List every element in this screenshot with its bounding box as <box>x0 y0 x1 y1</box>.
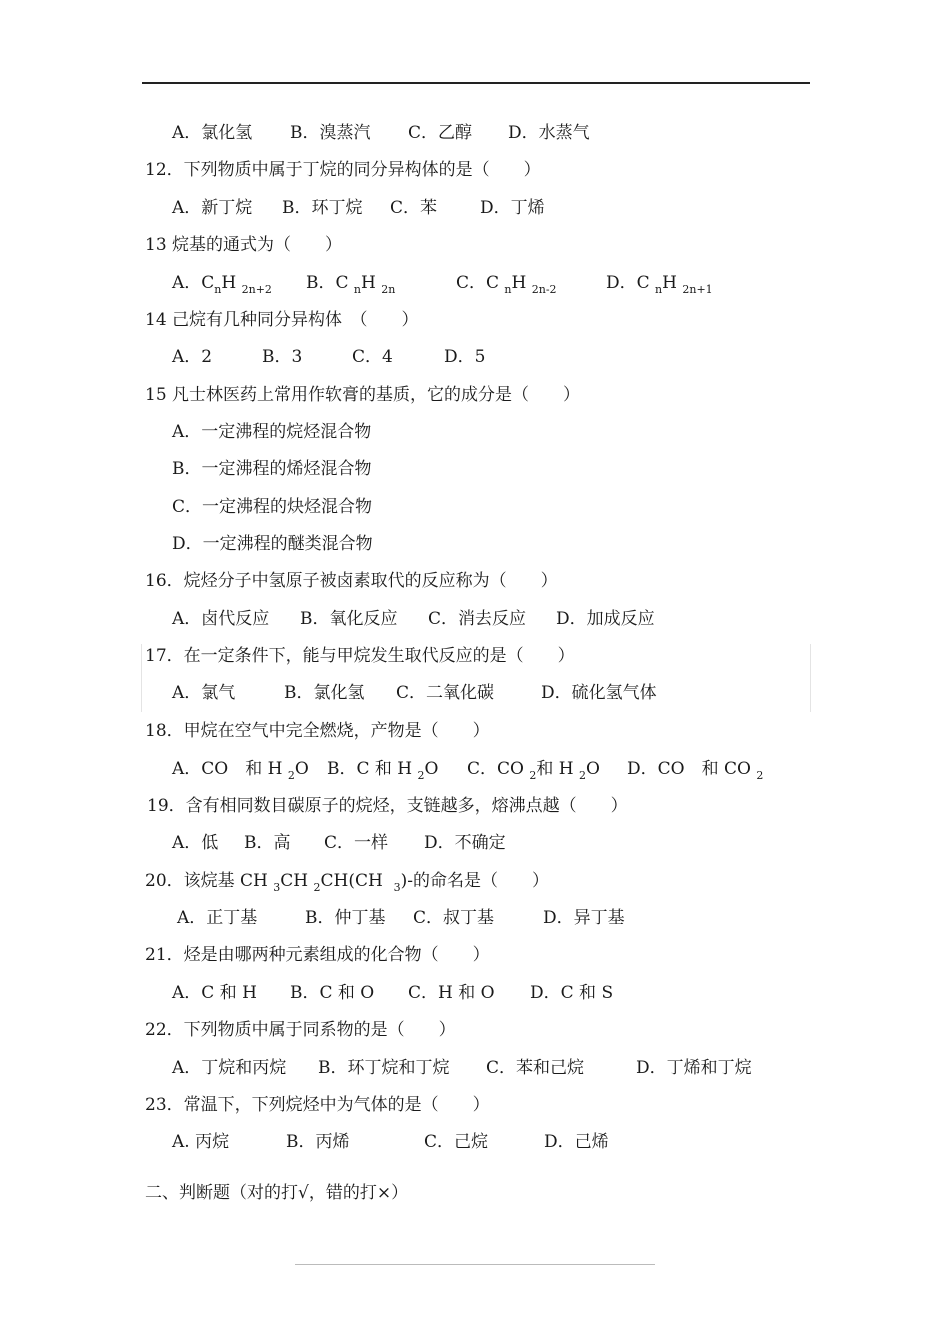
q23-stem: 23．常温下，下列烷烃中为气体的是（ ） <box>145 1095 490 1115</box>
q12-options <box>172 197 545 219</box>
q23-option-b: B．丙烯 <box>286 1132 350 1152</box>
q13-options <box>172 272 713 294</box>
q20-stem: 20．该烷基 CH $_3$CH $_2$CH(CH $_3$)-的命名是（ ） <box>145 871 550 894</box>
q22-option-b: B．环丁烷和丁烷 <box>318 1058 450 1078</box>
q22-option-c: C．苯和己烷 <box>486 1058 585 1078</box>
q13-stem: 13 烷基的通式为（ ） <box>145 235 343 255</box>
q21-option-b: B．C 和 O <box>290 983 375 1003</box>
q16-option-c: C．消去反应 <box>428 609 527 629</box>
q18-option-a: A．CO 和 H $_2$O <box>172 759 309 782</box>
q20-option-b: B．仲丁基 <box>305 908 386 928</box>
q17-option-d: D．硫化氢气体 <box>541 683 657 703</box>
q21-stem: 21．烃是由哪两种元素组成的化合物（ ） <box>145 945 490 965</box>
q15-option-c: C．一定沸程的炔烃混合物 <box>172 497 373 517</box>
q14-option-c: C．4 <box>352 347 393 367</box>
q20-option-a: A．正丁基 <box>177 908 258 928</box>
q14-options <box>172 346 485 368</box>
q22-options <box>172 1057 752 1079</box>
q17-option-a: A．氯气 <box>172 683 236 703</box>
q23-option-d: D．己烯 <box>544 1132 609 1152</box>
q17-option-b: B．氯化氢 <box>284 683 365 703</box>
q13-option-b: B．C $_n$H $_{2n}$ <box>306 273 396 296</box>
header-rule <box>142 82 810 84</box>
q20-option-c: C．叔丁基 <box>413 908 495 928</box>
q15-option-b: B．一定沸程的烯烃混合物 <box>172 459 372 479</box>
q13-option-a: A．$C_nH$ $_{2n+2}$ <box>172 273 272 296</box>
q17-stem: 17．在一定条件下，能与甲烷发生取代反应的是（ ） <box>145 646 575 666</box>
q21-options <box>172 982 613 1004</box>
q17-options <box>172 682 657 704</box>
q12-option-c: C．苯 <box>390 198 438 218</box>
q16-option-d: D．加成反应 <box>556 609 655 629</box>
q23-options <box>172 1131 609 1153</box>
q11-option-a: A．氯化氢 <box>172 123 253 143</box>
q14-stem: 14 己烷有几种同分异构体 （ ） <box>145 310 419 330</box>
q13-option-c: C．C $_n$H $_{2n-2}$ <box>456 273 557 296</box>
q19-option-d: D．不确定 <box>424 833 506 853</box>
q17-option-c: C．二氧化碳 <box>396 683 495 703</box>
q11-option-b: B．溴蒸汽 <box>290 123 371 143</box>
q14-option-b: B．3 <box>262 347 303 367</box>
q21-option-d: D．C 和 S <box>530 983 614 1003</box>
q19-options <box>172 832 506 854</box>
q18-option-b: B．C 和 H $_2$O <box>327 759 439 782</box>
q21-option-c: C．H 和 O <box>408 983 495 1003</box>
q13-option-d: D．C $_n$H $_{2n+1}$ <box>606 273 713 296</box>
q16-stem: 16．烷烃分子中氢原子被卤素取代的反应称为（ ） <box>145 571 558 591</box>
q12-option-d: D．丁烯 <box>480 198 545 218</box>
section-heading-true-false: 二、判断题（对的打√，错的打×） <box>145 1183 409 1203</box>
q20-options <box>177 907 625 929</box>
q22-option-a: A．丁烷和丙烷 <box>172 1058 287 1078</box>
q11-options <box>172 122 590 144</box>
footer-rule <box>295 1264 655 1265</box>
q22-stem: 22．下列物质中属于同系物的是（ ） <box>145 1020 456 1040</box>
q16-options <box>172 608 655 630</box>
q14-option-a: A．2 <box>172 347 213 367</box>
q19-stem: 19．含有相同数目碳原子的烷烃，支链越多，熔沸点越（ ） <box>147 796 628 816</box>
q19-option-a: A．低 <box>172 833 219 853</box>
q15-stem: 15 凡士林医药上常用作软膏的基质，它的成分是（ ） <box>145 385 581 405</box>
q23-option-c: C．己烷 <box>424 1132 489 1152</box>
q11-option-c: C．乙醇 <box>408 123 473 143</box>
q16-option-b: B．氧化反应 <box>300 609 398 629</box>
q23-option-a: A. 丙烷 <box>172 1132 230 1152</box>
q18-stem: 18．甲烷在空气中完全燃烧，产物是（ ） <box>145 721 490 741</box>
q15-option-a: A．一定沸程的烷烃混合物 <box>172 422 372 442</box>
q18-option-d: D．CO 和 CO $_2$ <box>627 759 764 782</box>
q19-option-c: C．一样 <box>324 833 389 853</box>
q19-option-b: B．高 <box>244 833 291 853</box>
q12-stem: 12．下列物质中属于丁烷的同分异构体的是（ ） <box>145 160 541 180</box>
q16-option-a: A．卤代反应 <box>172 609 270 629</box>
q12-option-a: A．新丁烷 <box>172 198 253 218</box>
q14-option-d: D．5 <box>444 347 486 367</box>
q21-option-a: A．C 和 H <box>172 983 257 1003</box>
q15-option-d: D．一定沸程的醚类混合物 <box>172 534 373 554</box>
q18-option-c: C．CO $_2$和 H $_2$O <box>467 759 600 782</box>
q20-option-d: D．异丁基 <box>543 908 625 928</box>
q22-option-d: D．丁烯和丁烷 <box>636 1058 752 1078</box>
q12-option-b: B．环丁烷 <box>282 198 363 218</box>
q11-option-d: D．水蒸气 <box>508 123 590 143</box>
q18-options <box>172 758 763 780</box>
